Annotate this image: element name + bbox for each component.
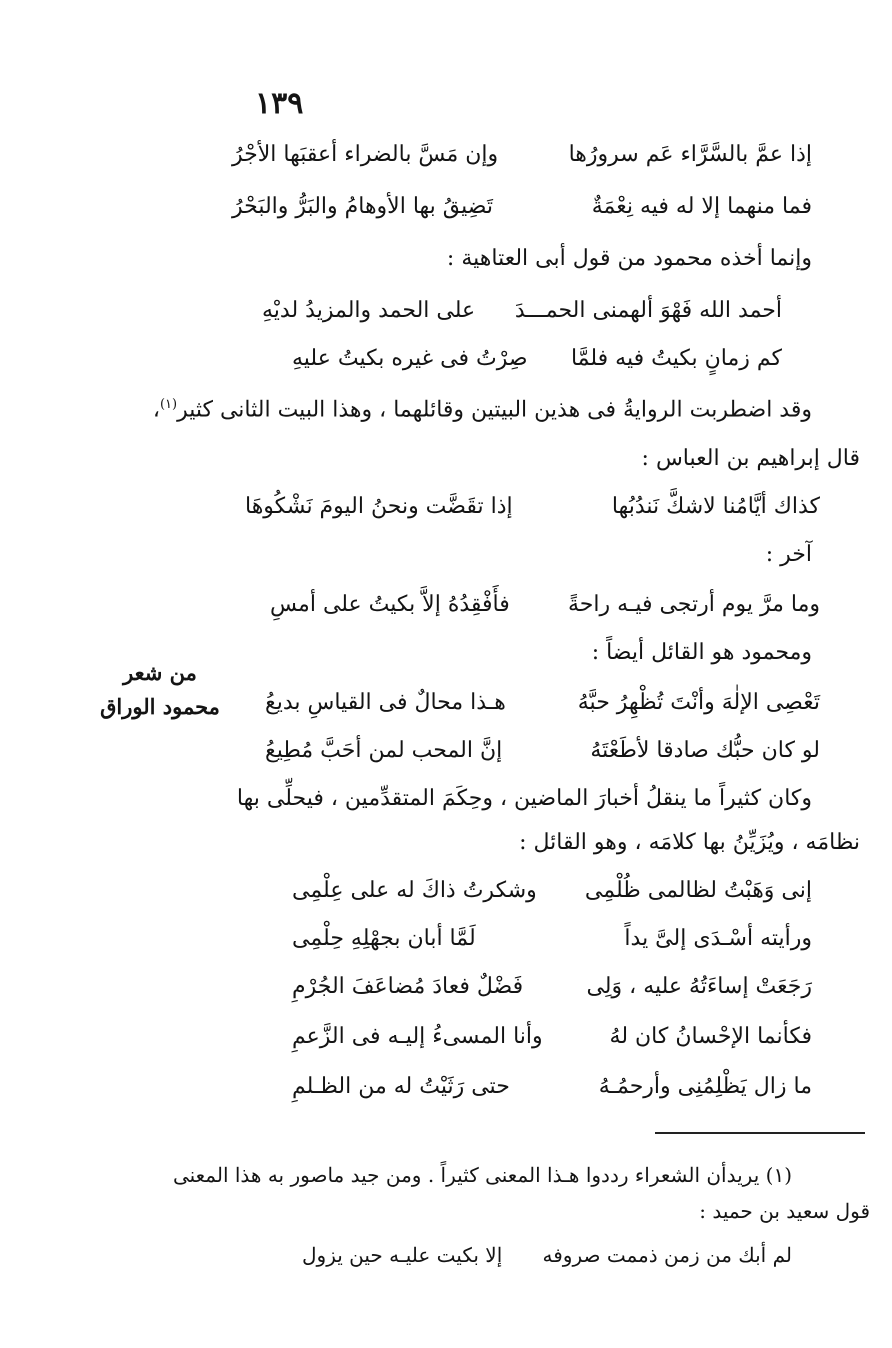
verse-second-hemistich: فأَفْقِدُهُ إلاَّ بكيتُ على أمسِ [270,592,510,617]
verse-first-hemistich: تَعْصِى الإلٰهَ وأنْتَ تُظْهِرُ حبَّهُ [577,690,820,715]
verse-first-hemistich: لو كان حبُّك صادقا لأطَعْتَهُ [590,738,820,763]
verse-first-hemistich: إذا عمَّ بالسَّرَّاء عَم سرورُها [568,142,812,167]
footnote-separator [655,1132,865,1134]
prose-line: وكان كثيراً ما ينقلُ أخبارَ الماضين ، وحِكَمَ المتقدِّمين ، فيحلِّى بها [236,786,812,811]
verse-line [292,1022,812,1054]
prose-line: آخر : [765,542,812,567]
verse-first-hemistich: ما زال يَظْلِمُنِى وأرحمُـهُ [598,1074,812,1099]
verse-line [232,192,812,224]
verse-line [262,344,782,376]
verse-line [270,590,820,622]
footnote-verse [302,1240,792,1272]
verse-second-hemistich: تَضِيقُ بها الأوهامُ والبَرُّ والبَحْرُ [232,194,493,219]
verse-second-hemistich: حتى رَثَيْتُ له من الظـلمِ [292,1074,510,1099]
verse-line [265,688,820,720]
verse-second-hemistich: فَضْلٌ فعادَ مُضاعَفَ الجُرْمِ [292,974,524,999]
margin-note-line: من شعر [123,660,197,685]
verse-second-hemistich: وأنا المسىءُ إليـه فى الزَّعمِ [292,1024,543,1049]
prose-text: وقد اضطربت الروايةُ فى هذين البيتين وقائلهما ، وهذا البيت الثانى كثير [177,397,812,423]
page-number: ١٣٩ [255,86,304,121]
verse-first-hemistich: كذاك أيَّامُنا لاشكَّ نَندُبُها [611,494,820,519]
verse-second-hemistich: وإن مَسَّ بالضراء أعقبَها الأجْرُ [232,142,499,167]
verse-second-hemistich: على الحمد والمزيدُ لديْهِ [262,298,476,323]
verse-line [292,972,812,1004]
prose-line [153,390,812,422]
verse-first-hemistich: رَجَعَتْ إساءَتُهُ عليه ، وَلِى [586,974,812,999]
verse-second-hemistich: هـذا محالٌ فى القياسِ بديعُ [265,690,506,715]
verse-first-hemistich: لم أبك من زمن ذممت صروفه [542,1243,792,1267]
verse-second-hemistich: إلا بكيت عليـه حين يزول [302,1243,503,1267]
verse-second-hemistich: لَمَّا أبان بجهْلِهِ حِلْمِى [292,926,476,951]
margin-note [100,656,220,724]
margin-note-line: محمود الوراق [100,694,220,719]
prose-line: نظامَه ، ويُزَيِّنُ بها كلامَه ، وهو القائل : [519,830,860,855]
verse-second-hemistich: صِرْتُ فى غيره بكيتُ عليهِ [292,346,528,371]
prose-line: قال إبراهيم بن العباس : [641,446,860,471]
footnote-line: قول سعيد بن حميد : [699,1199,870,1223]
footnote-marker: (١) [159,397,178,412]
verse-second-hemistich: إنَّ المحب لمن أحَبَّ مُطِيعُ [265,738,503,763]
verse-line [292,876,812,908]
verse-first-hemistich: وما مرَّ يوم أرتجى فيـه راحةً [567,592,820,617]
prose-line: وإنما أخذه محمود من قول أبى العتاهية : [446,246,812,271]
verse-first-hemistich: أحمد الله فَهْوَ ألهمنى الحمـــدَ [514,298,782,323]
verse-line [292,1072,812,1104]
prose-line: ومحمود هو القائل أيضاً : [591,640,812,665]
verse-first-hemistich: فكأنما الإحْسانُ كان لهُ [609,1024,812,1049]
verse-line [262,296,782,328]
verse-first-hemistich: فما منهما إلا له فيه نِعْمَةٌ [591,194,812,219]
verse-line [265,736,820,768]
verse-second-hemistich: إذا تقَضَّت ونحنُ اليومَ نَشْكُوهَا [245,494,513,519]
verse-second-hemistich: وشكرتُ ذاكَ له على عِلْمِى [292,878,537,903]
prose-punctuation: ، [152,397,160,423]
verse-first-hemistich: كم زمانٍ بكيتُ فيه فلمَّا [570,346,782,371]
verse-first-hemistich: ورأيته أسْـدَى إلىَّ يداً [624,926,812,951]
verse-line [232,140,812,172]
verse-line [245,492,820,524]
verse-line [292,924,812,956]
verse-first-hemistich: إنى وَهَبْتُ لظالمى ظُلْمِى [584,878,812,903]
footnote-line: (١) يريدأن الشعراء رددوا هـذا المعنى كثيراً . ومن جيد ماصور به هذا المعنى [172,1163,792,1187]
